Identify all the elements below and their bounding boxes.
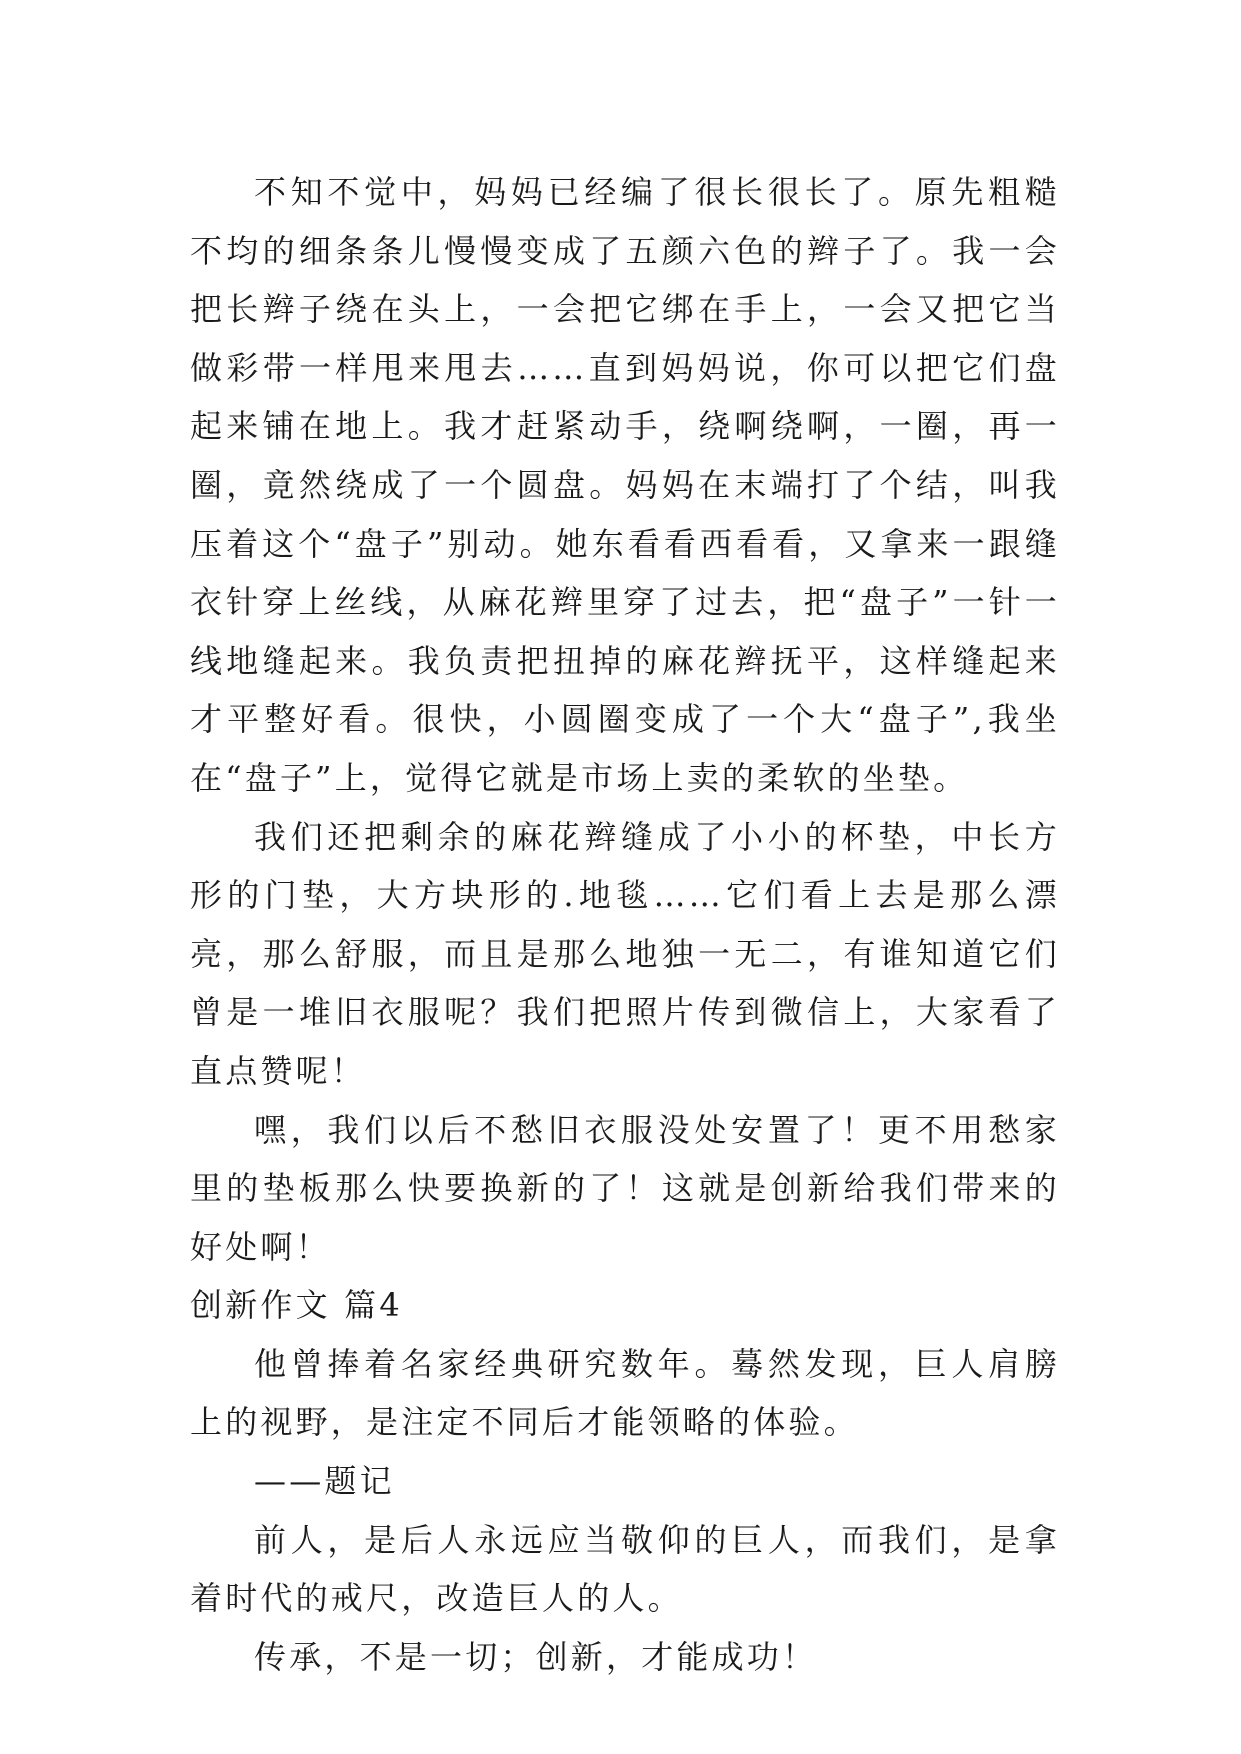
paragraph-weaving-mat: 不知不觉中，妈妈已经编了很长很长了。原先粗糙不均的细条条儿慢慢变成了五颜六色的辫子了。我一会把长辫子绕在头上，一会把它绑在手上，一会又把它当做彩带一样甩来甩去……直到妈妈说，你可以把它们盘起来铺在地上。我才赶紧动手，绕啊绕啊，一圈，再一圈，竟然绕成了一个圆盘。妈妈在末端打了个结，叫我压着这个“盘子”别动。她东看看西看看，又拿来一跟缝衣针穿上丝线，从麻花辫里穿了过去，把“盘子”一针一线地缝起来。我负责把扭掉的麻花辫抚平，这样缝起来才平整好看。很快，小圆圈变成了一个大“盘子”,我坐在“盘子”上，觉得它就是市场上卖的柔软的坐垫。 <box>190 173 1060 797</box>
paragraph-benefits-of-innovation: 嘿，我们以后不愁旧衣服没处安置了！更不用愁家里的垫板那么快要换新的了！这就是创新给我们带来的好处啊！ <box>190 1110 1060 1266</box>
document-page <box>190 163 1060 1686</box>
paragraph-coasters-rugs: 我们还把剩余的麻花辫缝成了小小的杯垫，中长方形的门垫，大方块形的.地毯……它们看上去是那么漂亮，那么舒服，而且是那么地独一无二，有谁知道它们曾是一堆旧衣服呢？我们把照片传到微信上，大家看了直点赞呢！ <box>190 817 1060 1090</box>
epigraph-attribution: ——题记 <box>254 1462 395 1501</box>
paragraph-predecessors-giants: 前人，是后人永远应当敬仰的巨人，而我们，是拿着时代的戒尺，改造巨人的人。 <box>190 1520 1060 1618</box>
paragraph-inheritance-innovation: 传承，不是一切；创新，才能成功！ <box>254 1637 818 1676</box>
essay-heading: 创新作文 篇4 <box>190 1286 403 1325</box>
paragraph-epigraph: 他曾捧着名家经典研究数年。蓦然发现，巨人肩膀上的视野，是注定不同后才能领略的体验。 <box>190 1344 1060 1442</box>
